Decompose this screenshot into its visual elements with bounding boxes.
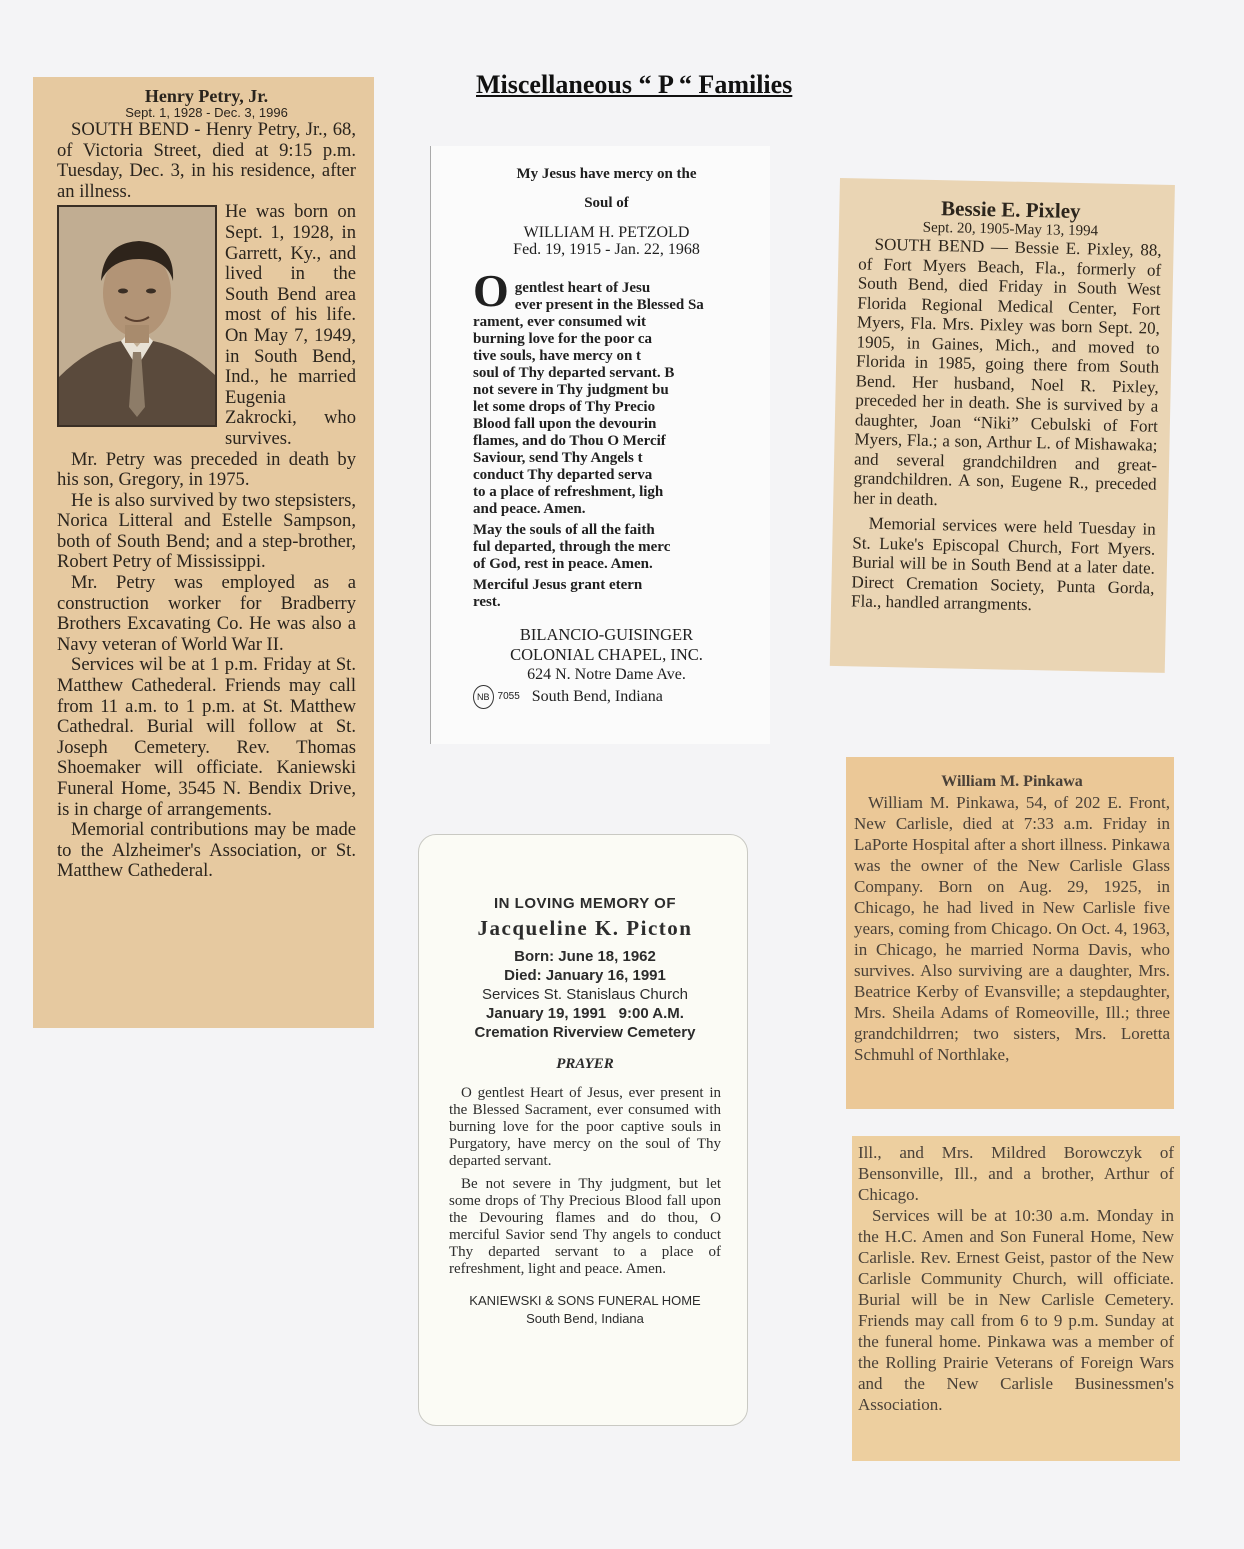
printer-mark-icon: NB <box>473 685 494 709</box>
obituary-paragraph: Services will be at 10:30 a.m. Monday in the H.C. Amen and Son Funeral Home, New Carlisle. Rev. Ernest Geist, pastor of the New Carlisle Community Church, will officiate. Burial will be in New Carlisle Cemetery. Friends may call from 6 to 9 p.m. Sunday at the funeral home. Pinkawa was a member of the Rolling Prairie Veterans of Foreign Wars and the New Carlisle Businessmen's Association. <box>858 1206 1174 1414</box>
prayer-line: and peace. Amen. <box>473 501 586 517</box>
prayer-paragraph: Be not severe in Thy judgment, but let some drops of Thy Precious Blood fall upon the Devouring flames and do thou, O merciful Savior send Thy angels to conduct Thy departed servant to a place of refreshment, light and peace. Amen. <box>449 1176 721 1277</box>
obituary-paragraph: He is also survived by two stepsisters, Norica Litteral and Estelle Sampson, both of South Bend; and a step-brother, Robert Petry of Mississippi. <box>57 489 356 573</box>
prayer-line: to a place of refreshment, ligh <box>473 484 664 500</box>
obituary-paragraph: SOUTH BEND - Henry Petry, Jr., 68, of Victoria Street, died at 9:15 p.m. Tuesday, Dec. 3, in his residence, after an illness. <box>57 119 356 202</box>
card-line: Soul of <box>584 195 629 211</box>
services-place: Services St. Stanislaus Church <box>482 986 688 1003</box>
card-line: My Jesus have mercy on the <box>516 166 697 182</box>
drop-cap: O <box>473 272 509 316</box>
funeral-home-name: KANIEWSKI & SONS FUNERAL HOME <box>469 1293 701 1308</box>
prayer-line: ever present in the Blessed Sa <box>514 297 704 313</box>
prayer-line: May the souls of all the faith <box>473 522 655 538</box>
obituary-paragraph: Mr. Petry was preceded in death by his son, Gregory, in 1975. <box>57 448 356 491</box>
prayer-line: rament, ever consumed wit <box>473 314 647 330</box>
obituary-name: Bessie E. Pixley <box>940 196 1081 224</box>
obituary-name: Henry Petry, Jr. <box>144 86 269 106</box>
prayer-paragraph: O gentlest Heart of Jesus, ever present in the Blessed Sacrament, ever consumed with burning love for the poor captive souls in Purgatory, have mercy on the soul of Thy departed servant. <box>449 1085 721 1169</box>
obituary-dates: Sept. 1, 1928 - Dec. 3, 1996 <box>125 105 288 120</box>
deceased-name: WILLIAM H. PETZOLD <box>523 224 690 241</box>
prayer-title: PRAYER <box>556 1056 614 1072</box>
prayer-line: not severe in Thy judgment bu <box>473 382 669 398</box>
prayer-line: Blood fall upon the devourin <box>473 416 657 432</box>
prayer-line: let some drops of Thy Precio <box>473 399 656 415</box>
prayer-line: Saviour, send Thy Angels t <box>473 450 643 466</box>
services-date: January 19, 1991 9:00 A.M. <box>486 1005 684 1022</box>
cremation-info: Cremation Riverview Cemetery <box>474 1024 696 1041</box>
prayer-line: burning love for the poor ca <box>473 331 653 347</box>
prayer-line: ful departed, through the merc <box>473 539 671 555</box>
portrait-photo <box>57 205 217 427</box>
funeral-home-city: South Bend, Indiana <box>526 1311 644 1326</box>
obituary-name: William M. Pinkawa <box>941 773 1083 790</box>
obituary-paragraph: He was born on Sept. 1, 1928, in Garrett, Ky., and lived in the South Bend area most of his life. On May 7, 1949, in South Bend, Ind., he married Eugenia Zakrocki, who survives. <box>225 201 356 449</box>
funeral-home-name: BILANCIO-GUISINGER <box>519 625 694 644</box>
obituary-henry-petry <box>33 77 374 1028</box>
prayer-line: rest. <box>473 594 501 610</box>
card-heading: IN LOVING MEMORY OF <box>493 895 676 912</box>
prayer-line: Merciful Jesus grant etern <box>473 577 643 593</box>
obituary-bessie-pixley <box>830 178 1175 673</box>
prayer-card-petzold <box>430 146 770 744</box>
obituary-paragraph: Mr. Petry was employed as a construction worker for Bradberry Brothers Excavating Co. He was also a Navy veteran of World War II. <box>57 572 356 655</box>
obituary-paragraph: Memorial contributions may be made to the Alzheimer's Association, or St. Matthew Cathederal. <box>57 819 356 882</box>
obituary-william-pinkawa <box>846 757 1174 1109</box>
card-code: 7055 <box>497 691 520 702</box>
prayer-line: gentlest heart of Jesu <box>514 280 651 296</box>
deceased-dates: Fed. 19, 1915 - Jan. 22, 1968 <box>513 241 700 258</box>
obituary-paragraph: Services wil be at 1 p.m. Friday at St. Matthew Cathederal. Friends may call from 11 a.m. to 1 p.m. at St. Matthew Cathedral. Burial will follow at St. Joseph Cemetery. Rev. Thomas Shoemaker will officiate. Kaniewski Funeral Home, 3545 N. Bendix Drive, is in charge of arrangements. <box>57 654 356 820</box>
card-footer <box>473 685 770 709</box>
prayer-line: tive souls, have mercy on t <box>473 348 642 364</box>
prayer-line: of God, rest in peace. Amen. <box>473 556 653 572</box>
page-title: Miscellaneous “ P “ Families <box>476 70 793 99</box>
prayer-line: flames, and do Thou O Mercif <box>473 433 666 449</box>
obituary-paragraph: Ill., and Mrs. Mildred Borowczyk of Bensonville, Ill., and a brother, Arthur of Chicago. <box>858 1143 1174 1204</box>
obituary-paragraph: SOUTH BEND — Bessie E. Pixley, 88, of Fort Myers Beach, Fla., formerly of South Bend, died Friday in South West Florida Regional Medical Center, Fort Myers, Fla. Mrs. Pixley was born Sept. 20, 1905, in Gaines, Mich., and moved to Florida in 1985, going there from South Bend. Her husband, Noel R. Pixley, preceded her in death. She is survived by a daughter, Joan “Niki” Cebulski of Fort Myers, Fla.; a son, Arthur L. of Mishawaka; and several grandchildren and great-grandchildren. A son, Eugene R., preceded her in death. <box>853 234 1162 509</box>
obituary-paragraph: Memorial services were held Tuesday in St. Luke's Episcopal Church, Fort Myers. Burial will be in South Bend at a later date. Direct Cremation Society, Punta Gorda, Fla., handled arrangments. <box>850 513 1156 615</box>
died-date: Died: January 16, 1991 <box>504 967 666 984</box>
obituary-paragraph: William M. Pinkawa, 54, of 202 E. Front, New Carlisle, died at 7:33 a.m. Friday in LaPorte Hospital after a short illness. Pinkawa was the owner of the New Carlisle Glass Company. Born on Aug. 29, 1925, in Chicago, he had lived in New Carlisle five years, coming from Chicago. On Oct. 4, 1963, in Chicago, he married Norma Davis, who survives. Also surviving are a daughter, Mrs. Beatrice Kerby of Evansville; a stepdaughter, Mrs. Sheila Adams of Romeoville, Ill.; three grandchildrren; two sisters, Mrs. Loretta Schmuhl of Northlake, <box>854 793 1170 1064</box>
deceased-name: Jacqueline K. Picton <box>477 916 693 940</box>
prayer-line: conduct Thy departed serva <box>473 467 653 483</box>
memorial-card-picton <box>418 834 748 1426</box>
funeral-home-name: COLONIAL CHAPEL, INC. <box>510 645 703 664</box>
funeral-home-address: 624 N. Notre Dame Ave. <box>527 666 686 683</box>
prayer-text <box>473 272 769 611</box>
obituary-dates: Sept. 20, 1905-May 13, 1994 <box>922 219 1099 240</box>
born-date: Born: June 18, 1962 <box>514 948 656 965</box>
prayer-line: soul of Thy departed servant. B <box>473 365 675 381</box>
obituary-william-pinkawa-continued <box>852 1136 1180 1461</box>
funeral-home-city: South Bend, Indiana <box>531 688 663 705</box>
